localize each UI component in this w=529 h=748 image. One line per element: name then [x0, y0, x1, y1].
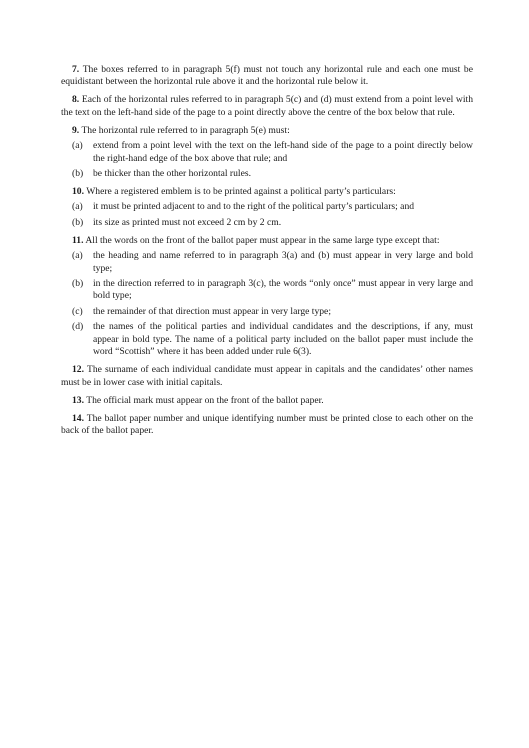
paragraph-number: 9.: [72, 124, 80, 136]
sub-item-list: [61, 140, 473, 180]
paragraph-text: The horizontal rule referred to in paragraph 5(e) must:: [81, 124, 290, 136]
sub-item-text: the names of the political parties and individual candidates and the descriptions, if any, must appear in bold type. The name of a political party included on the ballot paper must include the word “Scottish” where it has been added under rule 6(3).: [93, 321, 473, 358]
paragraph-number: 10.: [72, 186, 84, 198]
sub-item: [61, 217, 473, 229]
paragraph-text: The official mark must appear on the front of the ballot paper.: [86, 394, 324, 406]
sub-item-text: it must be printed adjacent to and to the right of the political party’s particulars; and: [93, 201, 415, 213]
sub-item-text: extend from a point level with the text on the left-hand side of the page to a point directly below the right-hand edge of the box above that rule; and: [93, 140, 473, 164]
paragraph-11: [61, 235, 473, 359]
sub-item-text: the heading and name referred to in paragraph 3(a) and (b) must appear in very large and bold type;: [93, 250, 473, 274]
sub-item-label: (b): [72, 216, 84, 228]
sub-item: [61, 306, 473, 318]
paragraph-text: The ballot paper number and unique identifying number must be printed close to each other on the back of the ballot paper.: [61, 412, 473, 436]
paragraph-text: Each of the horizontal rules referred to in paragraph 5(c) and (d) must extend from a point level with the text on the left-hand side of the page to a point directly above the centre of the box below that rule.: [61, 94, 473, 118]
paragraph-number: 7.: [72, 64, 80, 75]
sub-item: [61, 250, 473, 275]
sub-item-text: the remainder of that direction must appear in very large type;: [93, 305, 331, 317]
sub-item-list: [61, 250, 473, 358]
sub-item-text: be thicker than the other horizontal rules.: [93, 168, 251, 180]
sub-item-label: (b): [72, 278, 84, 290]
paragraph-text: All the words on the front of the ballot paper must appear in the same large type except that:: [85, 234, 440, 246]
sub-item-label: (b): [72, 168, 84, 180]
paragraph-number: 13.: [72, 394, 84, 406]
sub-item: [61, 201, 473, 213]
sub-item-list: [61, 201, 473, 229]
sub-item: [61, 321, 473, 358]
sub-item-text: in the direction referred to in paragraph 3(c), the words “only once” must appear in very large and bold type;: [93, 278, 473, 302]
sub-item: [61, 168, 473, 180]
paragraph-number: 8.: [72, 94, 80, 106]
paragraph-text: The boxes referred to in paragraph 5(f) must not touch any horizontal rule and each one must be equidistant between the horizontal rule above it and the horizontal rule below it.: [61, 64, 473, 88]
sub-item: [61, 140, 473, 165]
sub-item-text: its size as printed must not exceed 2 cm by 2 cm.: [93, 216, 282, 228]
paragraph-14: [61, 413, 473, 438]
sub-item-label: (d): [72, 321, 84, 333]
sub-item-label: (a): [72, 250, 83, 262]
paragraph-7: [61, 64, 473, 89]
paragraph-10: [61, 186, 473, 229]
paragraph-text: The surname of each individual candidate must appear in capitals and the candidates’ other names must be in lower case with initial capitals.: [61, 364, 473, 388]
paragraph-text: Where a registered emblem is to be printed against a political party’s particulars:: [86, 186, 396, 198]
sub-item-label: (c): [72, 305, 83, 317]
paragraph-number: 14.: [72, 412, 84, 424]
paragraph-number: 11.: [72, 234, 84, 246]
sub-item-label: (a): [72, 201, 83, 213]
sub-item: [61, 278, 473, 303]
paragraph-13: [61, 395, 473, 407]
paragraph-9: [61, 125, 473, 181]
paragraph-12: [61, 364, 473, 389]
paragraph-8: [61, 94, 473, 119]
sub-item-label: (a): [72, 140, 83, 152]
paragraph-number: 12.: [72, 364, 84, 376]
